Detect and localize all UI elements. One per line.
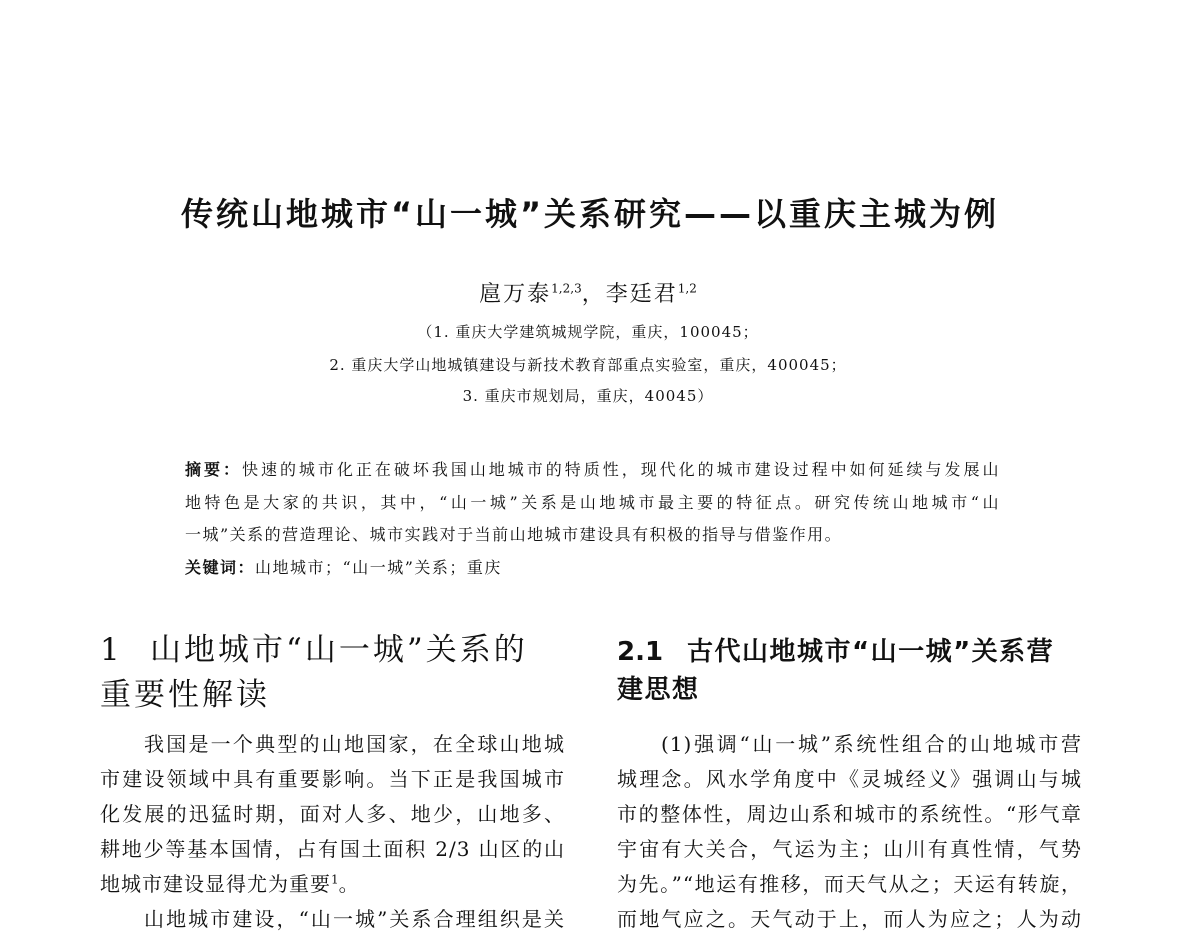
author-1-affiliation-marker: 1,2,3 xyxy=(551,281,582,296)
author-line xyxy=(0,280,1176,310)
section-heading-text: 古代山地城市“山一城”关系营 xyxy=(687,637,1055,667)
section-heading-text: 建思想 xyxy=(617,675,700,705)
author-name-2: 李廷君 xyxy=(605,282,678,307)
abstract-text: 地特色是大家的共识，其中，“山一城”关系是山地城市最主要的特征点。研究传统山地城市“山 xyxy=(185,493,1000,512)
abstract-text: 快速的城市化正在破坏我国山地城市的特质性，现代化的城市建设过程中如何延续与发展山 xyxy=(241,460,1000,479)
paragraph-line: 而地气应之。天气动于上，而人为应之；人为动 xyxy=(617,907,1082,931)
paragraph-line: 山地城市建设，“山一城”关系合理组织是关 xyxy=(144,907,565,931)
affiliation-line-3: 3. 重庆市规划局，重庆，40045） xyxy=(462,387,714,405)
paragraph-line: 市建设领域中具有重要影响。当下正是我国城市 xyxy=(100,767,565,791)
paper-title: 传统山地城市“山一城”关系研究——以重庆主城为例 xyxy=(180,195,1000,233)
abstract-line xyxy=(185,458,1000,482)
keywords-label: 关键词： xyxy=(185,558,256,577)
paragraph-line xyxy=(100,867,565,902)
left-column-body xyxy=(100,727,565,931)
section-heading-text: 重要性解读 xyxy=(100,677,270,713)
section-number: 2.1 xyxy=(617,637,664,667)
section-2-1-heading-continued xyxy=(617,670,1082,710)
paragraph-line: (1)强调“山一城”系统性组合的山地城市营 xyxy=(661,732,1082,756)
author-name-1: 扈万泰 xyxy=(479,282,552,307)
paragraph-line: 城理念。风水学角度中《灵城经义》强调山与城 xyxy=(617,767,1082,791)
author-2-affiliation-marker: 1,2 xyxy=(677,281,697,296)
paragraph-line: 为先。”“地运有推移，而天气从之；天运有转旋， xyxy=(617,872,1082,896)
abstract-text: 一城”关系的营造理论、城市实践对于当前山地城市建设具有积极的指导与借鉴作用。 xyxy=(185,525,843,544)
paragraph-line: 宇宙有大关合，气运为主；山川有真性情，气势 xyxy=(617,837,1082,861)
author-separator: ， xyxy=(581,282,606,307)
abstract-label: 摘要： xyxy=(185,460,242,479)
paragraph-text: 。 xyxy=(338,872,360,896)
paragraph-line: 耕地少等基本国情，占有国土面积 2/3 山区的山 xyxy=(100,837,565,861)
section-number: 1 xyxy=(100,632,120,668)
affiliation-line-1: （1. 重庆大学建筑城规学院，重庆，100045； xyxy=(417,323,759,341)
affiliation-line-2: 2. 重庆大学山地城镇建设与新技术教育部重点实验室，重庆，400045； xyxy=(329,356,847,374)
right-column-body xyxy=(617,727,1082,931)
paragraph-line: 化发展的迅猛时期，面对人多、地少，山地多、 xyxy=(100,802,565,826)
abstract-line xyxy=(185,523,1000,547)
section-1-heading xyxy=(100,628,565,672)
section-2-1-heading xyxy=(617,632,1082,672)
paragraph-line: 市的整体性，周边山系和城市的系统性。“形气章 xyxy=(617,802,1082,826)
keywords-text: 山地城市；“山一城”关系；重庆 xyxy=(255,558,502,577)
abstract-line xyxy=(185,491,1000,515)
keywords-line xyxy=(185,556,1000,580)
paragraph-line: 我国是一个典型的山地国家，在全球山地城 xyxy=(144,732,565,756)
section-1-heading-continued xyxy=(100,673,565,717)
citation-marker: 1 xyxy=(331,872,339,887)
section-heading-text: 山地城市“山一城”关系的 xyxy=(150,632,528,668)
paragraph-text: 地城市建设显得尤为重要 xyxy=(100,872,331,896)
